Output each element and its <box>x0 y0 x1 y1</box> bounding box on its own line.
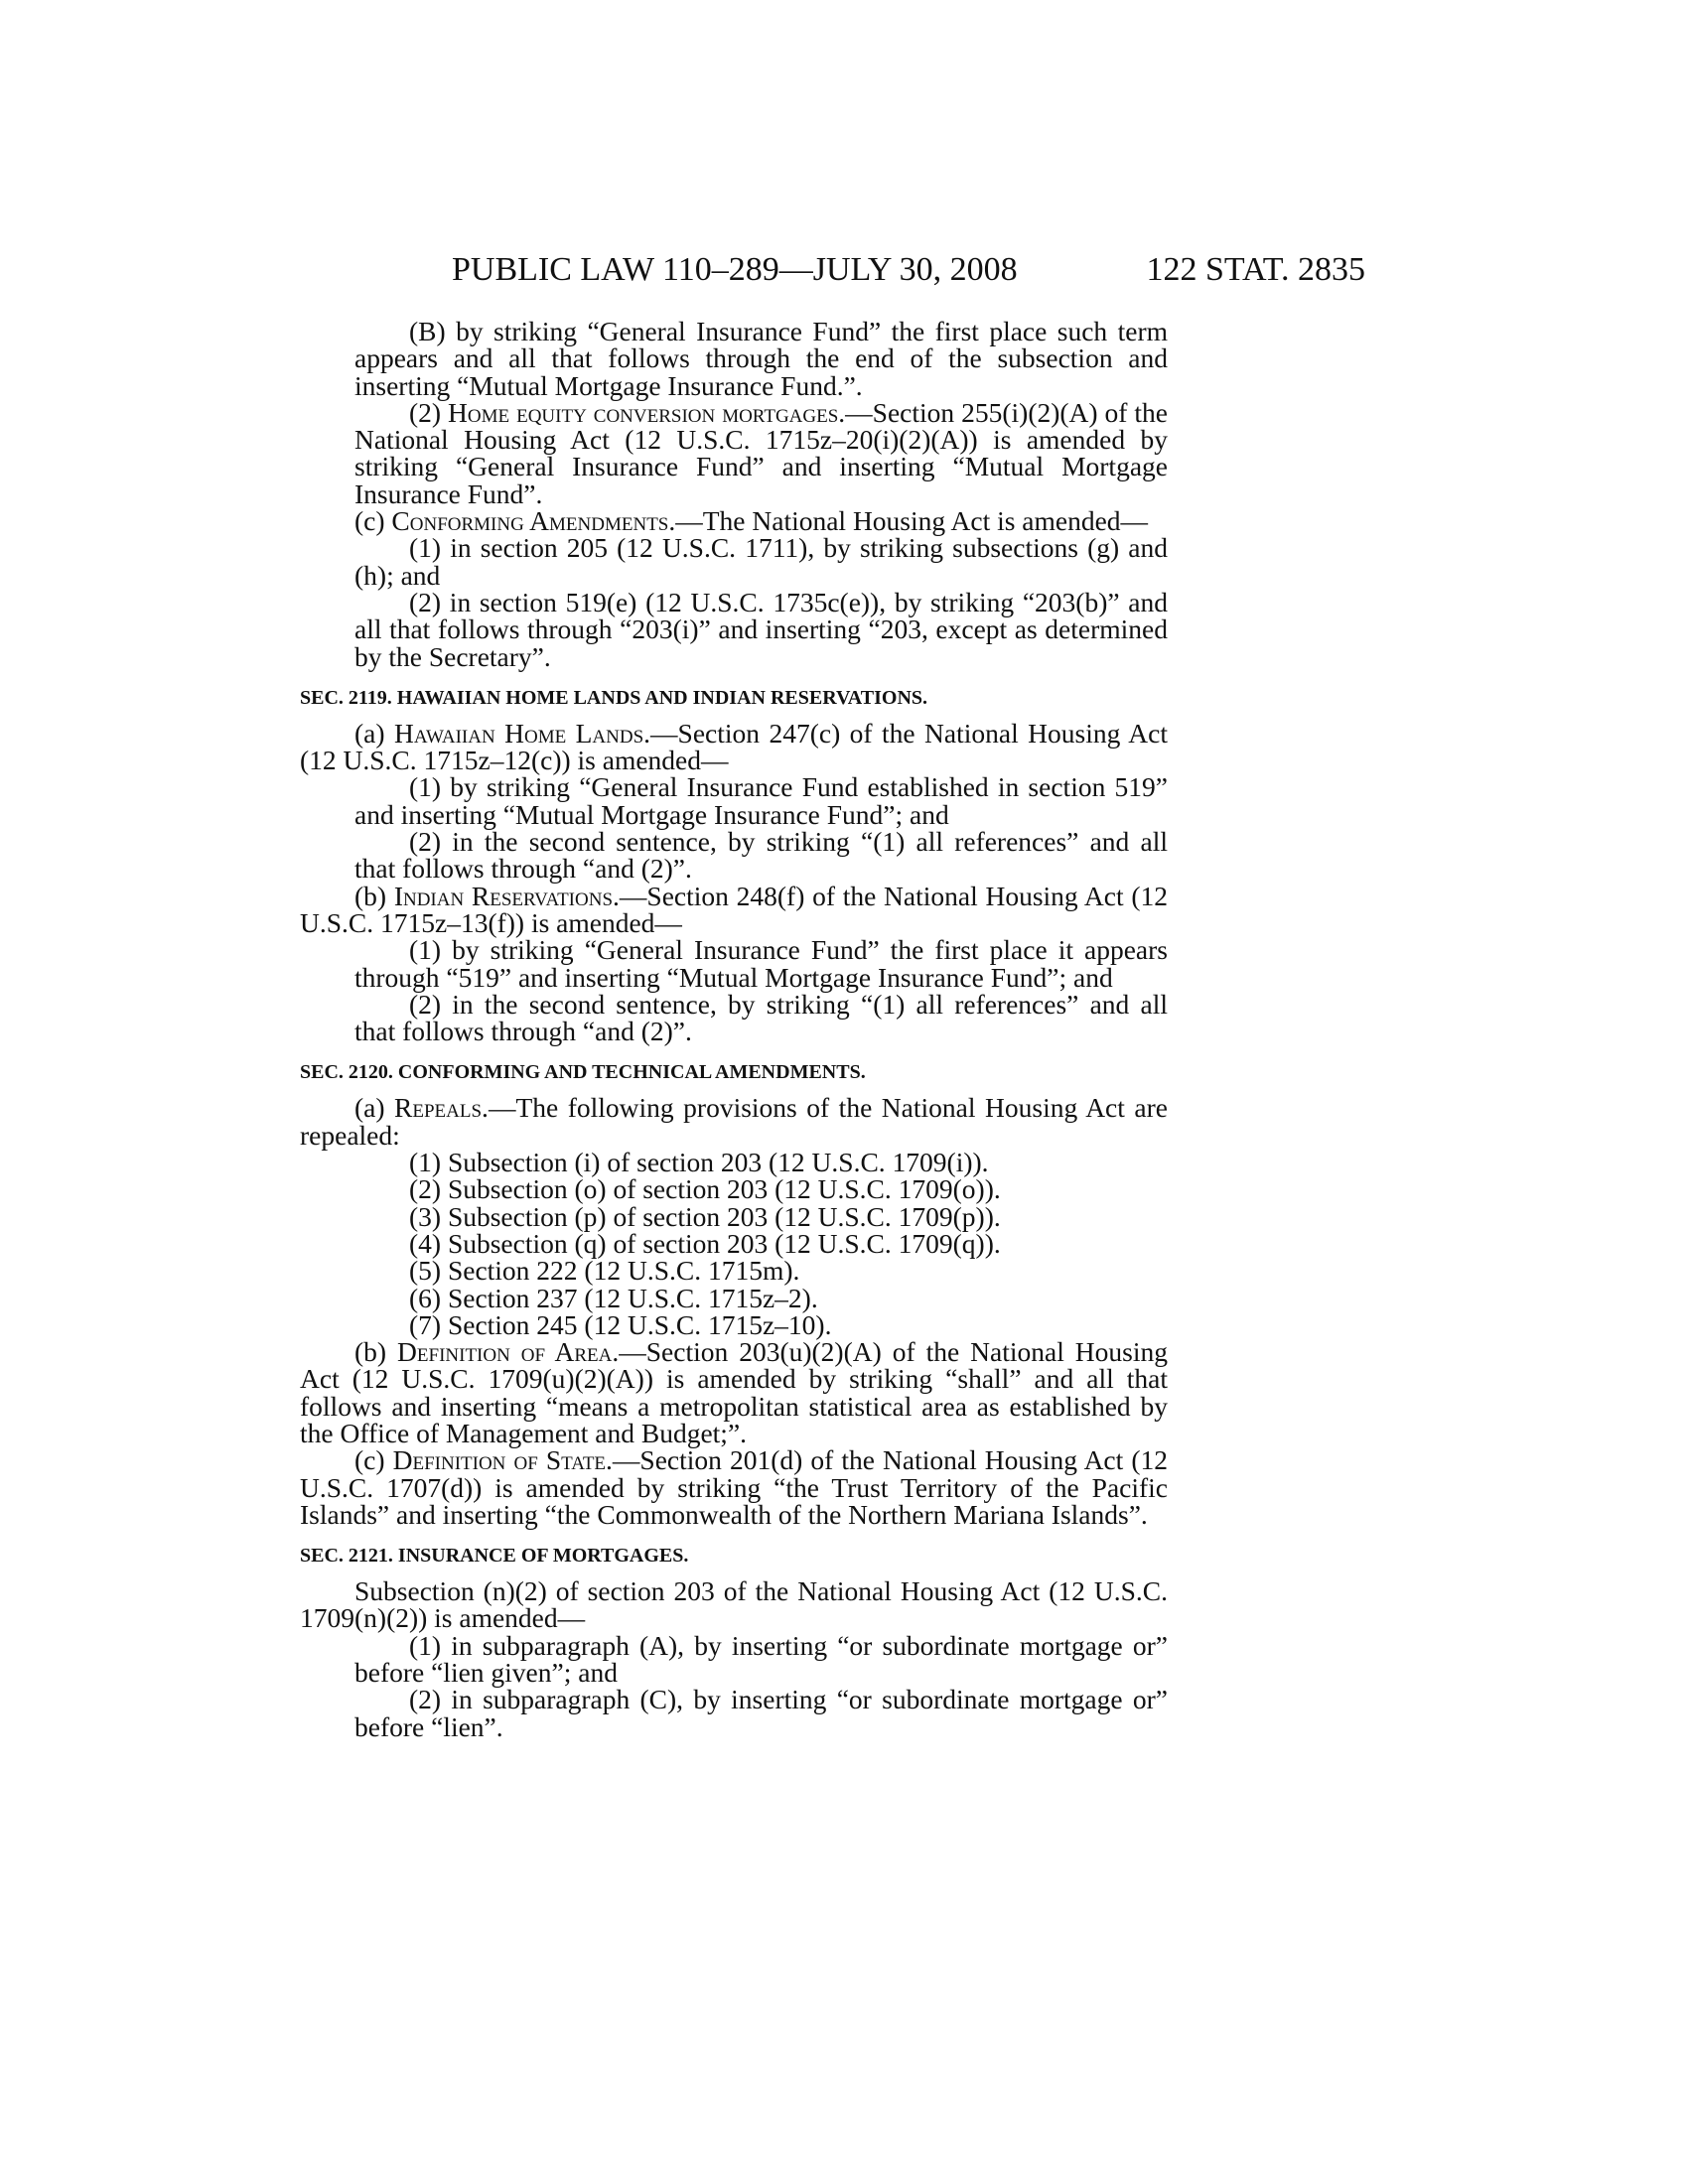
subsection-a-hawaiian <box>300 717 1168 776</box>
paragraph-19b2: (2) in the second sentence, by striking “(1) all references” and all that follows through “and (2)”. <box>354 988 1168 1047</box>
repeal-item-1: (1) Subsection (i) of section 203 (12 U.S.C. 1709(i)). <box>409 1147 989 1178</box>
repeal-item-5: (5) Section 222 (12 U.S.C. 1715m). <box>409 1255 800 1287</box>
subsection-heading: Definition of Area. <box>397 1336 620 1368</box>
paragraph-21-2: (2) in subparagraph (C), by inserting “or subordinate mortgage or” before “lien”. <box>354 1684 1168 1742</box>
repeal-item-4: (4) Subsection (q) of section 203 (12 U.S.C. 1709(q)). <box>409 1227 1001 1259</box>
subsection-number: (a) <box>354 1092 385 1124</box>
subsection-number: (c) <box>354 1444 385 1476</box>
paragraph-19a2: (2) in the second sentence, by striking “(1) all references” and all that follows through “and (2)”. <box>354 826 1168 885</box>
running-head <box>452 250 1365 290</box>
subsection-text: —The following provisions of the National Housing Act are repealed: <box>300 1092 1168 1151</box>
paragraph-b-strike: (B) by striking “General Insurance Fund” the first place such term appears and all that follows through the end of the subsection and inserting “Mutual Mortgage Insurance Fund.”. <box>354 316 1168 401</box>
subsection-number: (b) <box>354 880 387 911</box>
paragraph-19b1: (1) by striking “General Insurance Fund” the first place it appears through “519” and inserting “Mutual Mortgage Insurance Fund”; and <box>354 934 1168 993</box>
subsection-text: —Section 247(c) of the National Housing Act (12 U.S.C. 1715z–12(c)) is amended— <box>300 717 1168 776</box>
subsection-text: —Section 201(d) of the National Housing Act (12 U.S.C. 1707(d)) is amended by striking “the Trust Territory of the Pacific Islands” and inserting “the Commonwealth of the Northern Mariana Islands”. <box>300 1444 1169 1530</box>
paragraph-home-equity <box>300 396 1168 509</box>
document-body <box>300 318 1168 1740</box>
section-heading-2121: SEC. 2121. INSURANCE OF MORTGAGES. <box>300 1545 689 1568</box>
repeal-item-2: (2) Subsection (o) of section 203 (12 U.S.C. 1709(o)). <box>409 1173 1001 1205</box>
paragraph-text: —Section 255(i)(2)(A) of the National Housing Act (12 U.S.C. 1715z–20(i)(2)(A)) is amended by striking “General Insurance Fund” and inserting “Mutual Mortgage Insurance Fund”. <box>354 396 1168 509</box>
paragraph-c2: (2) in section 519(e) (12 U.S.C. 1735c(e)), by striking “203(b)” and all that follows through “203(i)” and inserting “203, except as determined by the Secretary”. <box>354 586 1168 672</box>
subsection-a-repeals <box>300 1094 1168 1149</box>
paragraph-heading: Home equity conversion mortgages. <box>448 396 846 428</box>
subsection-c-state <box>300 1446 1168 1528</box>
section-heading-2119: SEC. 2119. HAWAIIAN HOME LANDS AND INDIAN RESERVATIONS. <box>300 686 928 709</box>
repeal-item-6: (6) Section 237 (12 U.S.C. 1715z–2). <box>409 1282 818 1313</box>
subsection-text: —Section 203(u)(2)(A) of the National Housing Act (12 U.S.C. 1709(u)(2)(A)) is amended by striking “shall” and all that follows and inserting “means a metropolitan statistical area as established by the Office of Management and Budget;”. <box>300 1336 1169 1448</box>
repeal-item-7: (7) Section 245 (12 U.S.C. 1715z–10). <box>409 1308 832 1340</box>
subsection-heading: Definition of State. <box>392 1444 613 1476</box>
public-law-title: PUBLIC LAW 110–289—JULY 30, 2008 <box>452 251 1018 288</box>
subsection-number: (b) <box>354 1336 387 1368</box>
paragraph-c1: (1) in section 205 (12 U.S.C. 1711), by striking subsections (g) and (h); and <box>354 532 1168 591</box>
subsection-text: —The National Housing Act is amended— <box>675 505 1149 537</box>
subsection-number: (a) <box>354 717 385 749</box>
subsection-heading: Hawaiian Home Lands. <box>393 717 651 749</box>
subsection-heading: Repeals. <box>394 1092 489 1124</box>
subsection-heading: Conforming Amendments. <box>391 505 676 537</box>
subsection-c-conforming <box>300 505 1168 537</box>
subsection-b-area <box>300 1338 1168 1446</box>
section-heading-2120: SEC. 2120. CONFORMING AND TECHNICAL AMENDMENTS. <box>300 1061 866 1084</box>
section-2121-text: Subsection (n)(2) of section 203 of the National Housing Act (12 U.S.C. 1709(n)(2)) is amended— <box>300 1575 1168 1634</box>
paragraph-number: (2) <box>409 396 442 428</box>
subsection-number: (c) <box>354 505 385 537</box>
paragraph-19a1: (1) by striking “General Insurance Fund established in section 519” and inserting “Mutual Mortgage Insurance Fund”; and <box>354 771 1168 830</box>
repeal-item-3: (3) Subsection (p) of section 203 (12 U.S.C. 1709(p)). <box>409 1200 1001 1232</box>
subsection-text: —Section 248(f) of the National Housing Act (12 U.S.C. 1715z–13(f)) is amended— <box>300 880 1168 938</box>
subsection-heading: Indian Reservations. <box>393 880 620 911</box>
stat-page-number: 122 STAT. 2835 <box>1146 251 1365 288</box>
subsection-b-indian <box>300 880 1168 938</box>
paragraph-21-1: (1) in subparagraph (A), by inserting “or subordinate mortgage or” before “lien given”; and <box>354 1629 1168 1689</box>
